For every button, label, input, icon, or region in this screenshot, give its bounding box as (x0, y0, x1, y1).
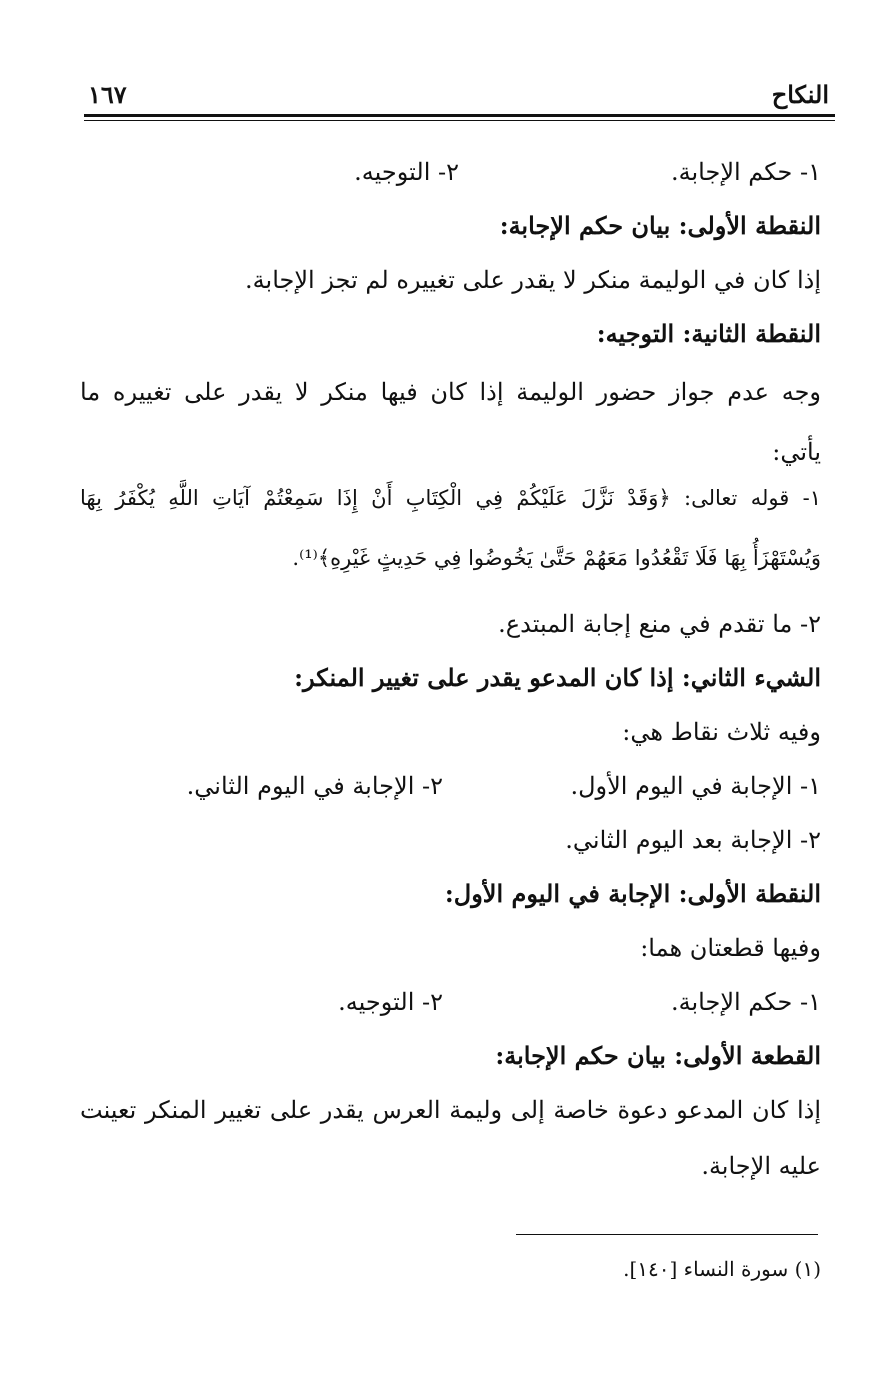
list-item: ١- حكم الإجابة. (671, 158, 821, 186)
section-heading: القطعة الأولى: بيان حكم الإجابة: (495, 1041, 821, 1070)
footnote-rule (516, 1234, 818, 1235)
paragraph-line: إذا كان المدعو دعوة خاصة إلى وليمة العرس يقدر على تغيير المنكر تعينت (80, 1096, 821, 1124)
list-item: ٢- الإجابة بعد اليوم الثاني. (565, 826, 821, 854)
quran-verse-line: وَيُسْتَهْزَأُ بِهَا فَلَا تَقْعُدُوا مَعَهُمْ حَتَّىٰ يَخُوضُوا فِي حَدِيثٍ غَيْرِهِ﴾⁽¹⁾. (292, 546, 821, 570)
list-item: ٢- ما تقدم في منع إجابة المبتدع. (498, 610, 821, 638)
section-heading: النقطة الأولى: بيان حكم الإجابة: (499, 211, 821, 240)
list-item: ١- الإجابة في اليوم الأول. (570, 772, 821, 800)
section-heading: النقطة الأولى: الإجابة في اليوم الأول: (444, 879, 821, 908)
quran-verse-line: ١- قوله تعالى: ﴿وَقَدْ نَزَّلَ عَلَيْكُمْ فِي الْكِتَابِ أَنْ إِذَا سَمِعْتُمْ آيَاتِ اللَّهِ يُكْفَرُ بِهَا (80, 486, 821, 510)
section-heading: الشيء الثاني: إذا كان المدعو يقدر على تغيير المنكر: (294, 663, 821, 692)
paragraph-line: وفيه ثلاث نقاط هي: (622, 718, 821, 746)
page-number: ١٦٧ (88, 80, 127, 109)
paragraph-line: عليه الإجابة. (701, 1152, 821, 1180)
list-item: ٢- التوجيه. (354, 158, 459, 186)
paragraph-line: يأتي: (772, 438, 821, 466)
header-rule-thin (84, 120, 835, 121)
paragraph-line: إذا كان في الوليمة منكر لا يقدر على تغييره لم تجز الإجابة. (245, 266, 821, 294)
list-item: ٢- الإجابة في اليوم الثاني. (186, 772, 443, 800)
header-rule-thick (84, 114, 835, 117)
section-heading: النقطة الثانية: التوجيه: (596, 319, 821, 348)
paragraph-line: وجه عدم جواز حضور الوليمة إذا كان فيها منكر لا يقدر على تغييره ما (80, 378, 821, 406)
running-header-title: النكاح (771, 80, 829, 109)
footnote: (١) سورة النساء [١٤٠]. (623, 1257, 821, 1281)
list-item: ١- حكم الإجابة. (671, 988, 821, 1016)
paragraph-line: وفيها قطعتان هما: (640, 934, 821, 962)
list-item: ٢- التوجيه. (338, 988, 443, 1016)
